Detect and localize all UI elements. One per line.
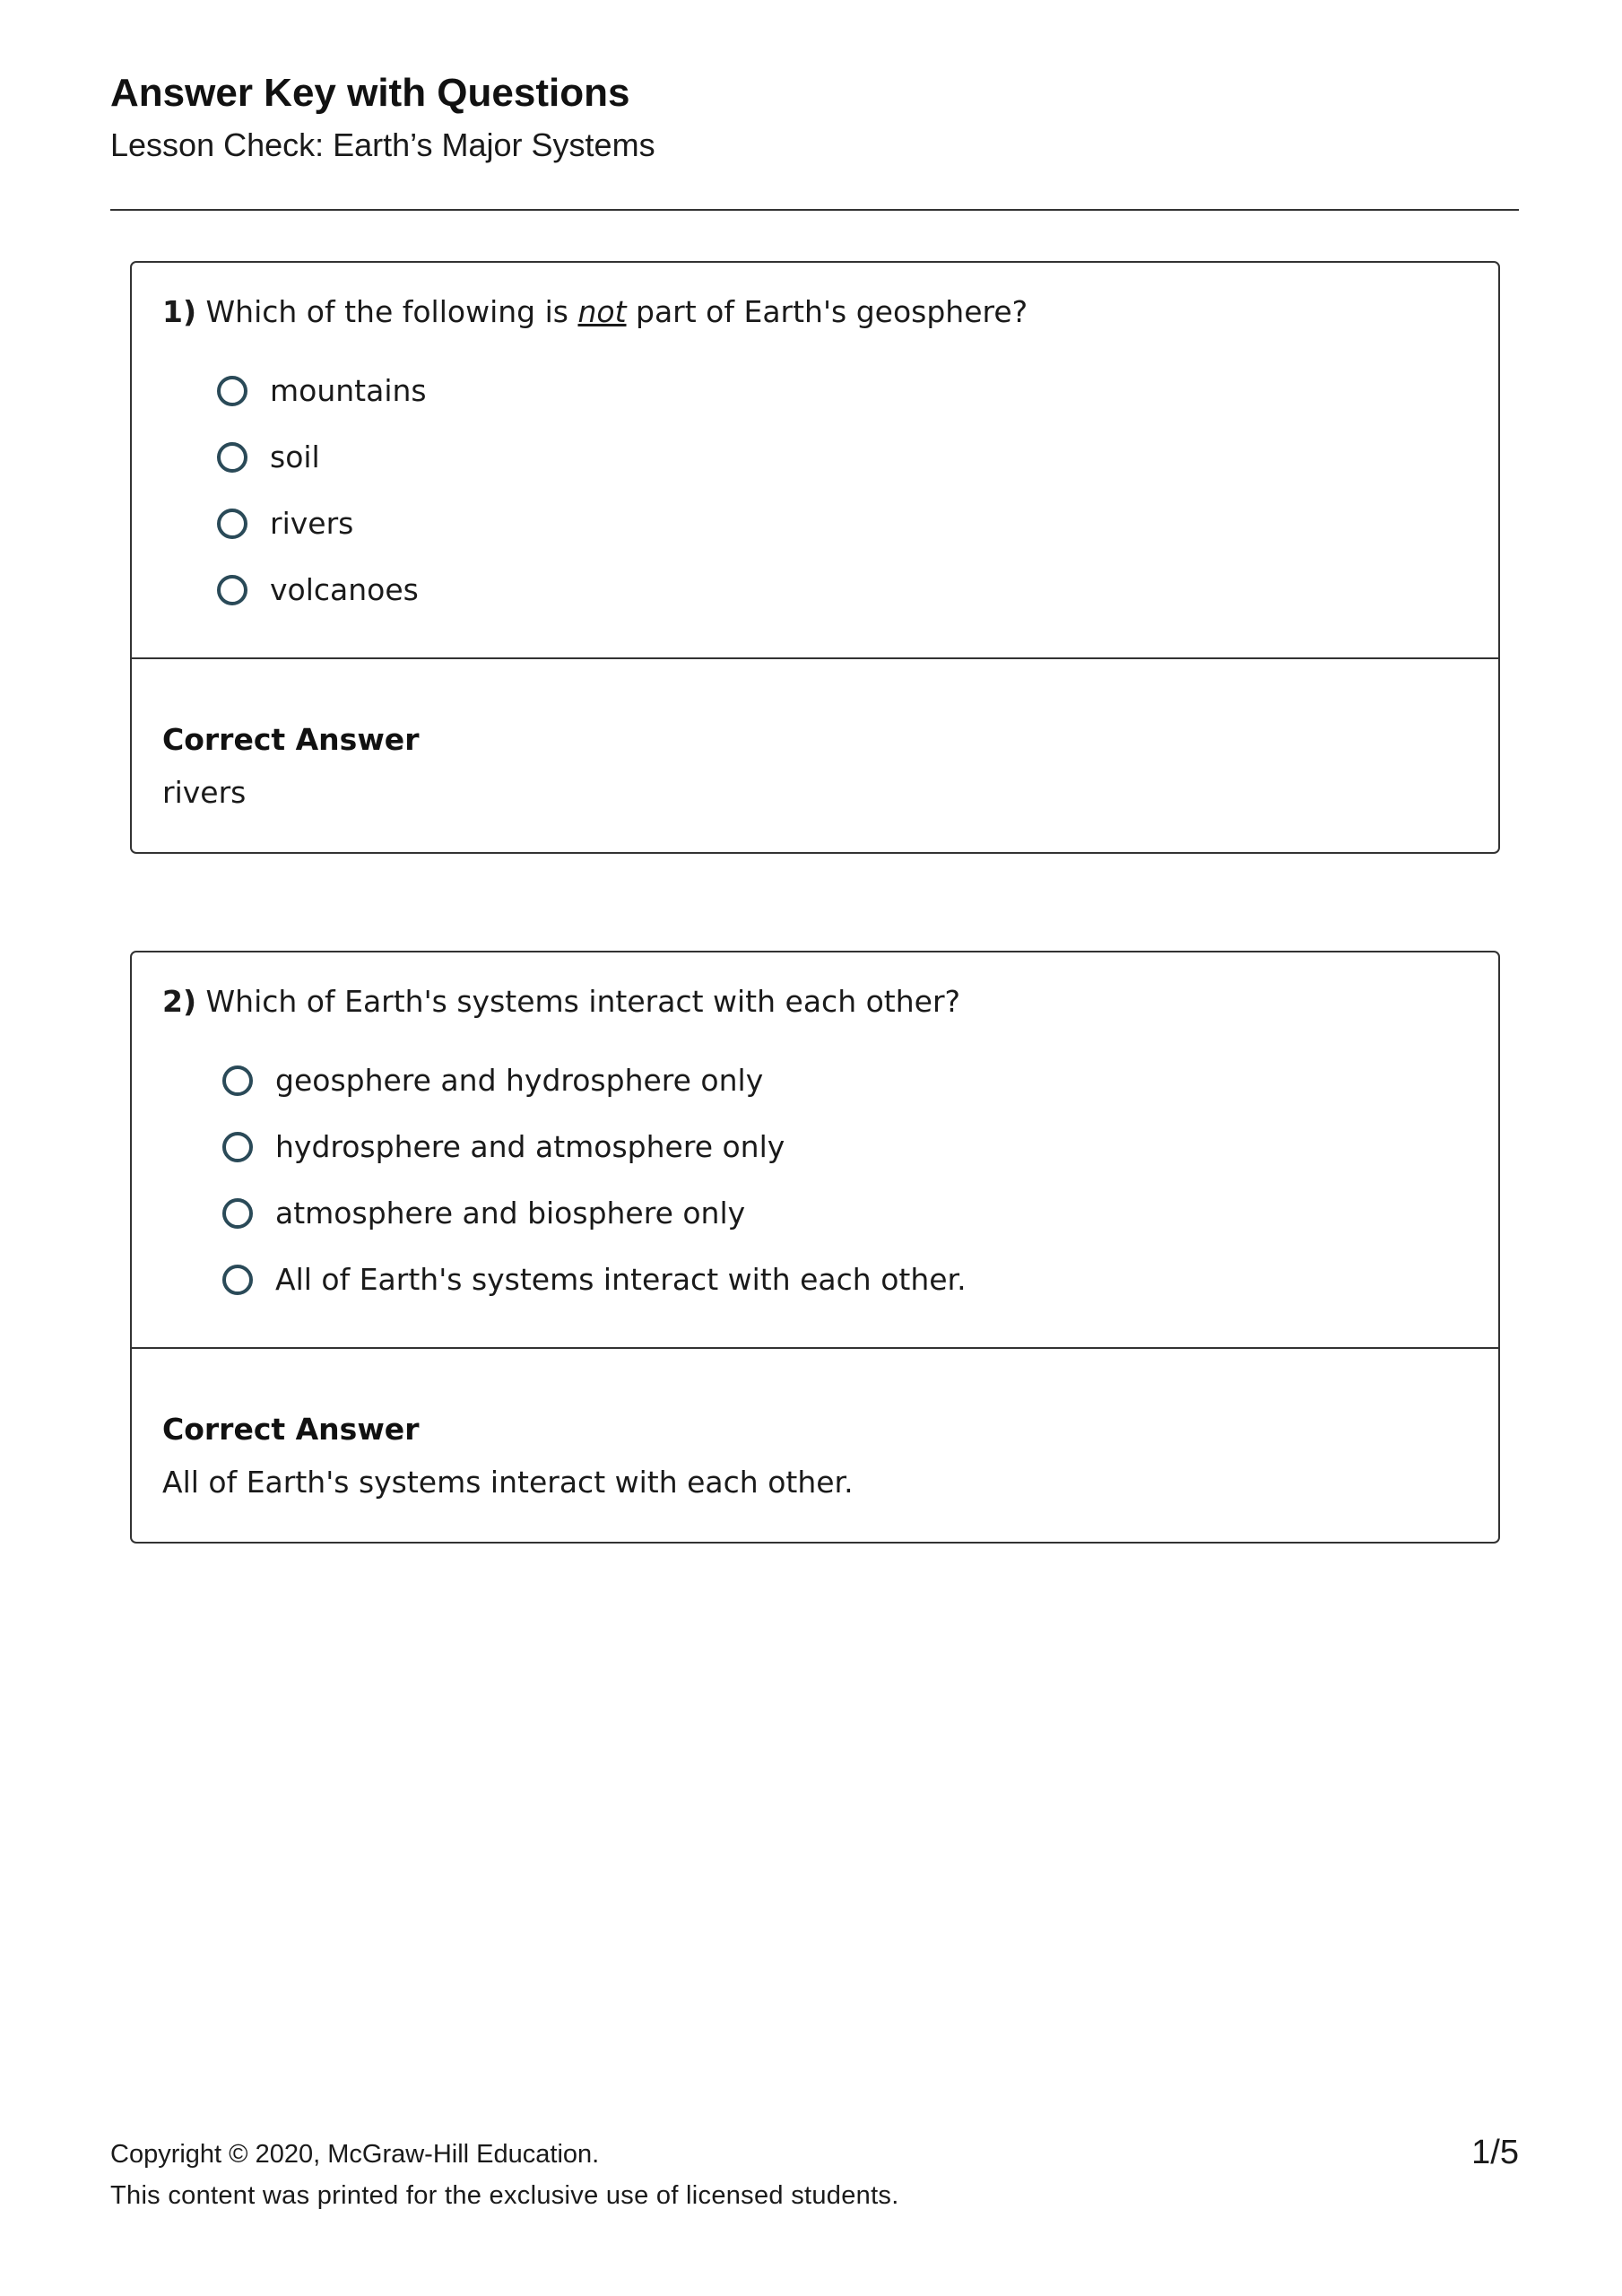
question-1-answer [132,659,1498,852]
radio-button-icon[interactable] [222,1265,253,1295]
document-header [110,68,1519,167]
correct-answer-value: All of Earth's systems interact with each other. [162,1465,854,1500]
correct-answer-label: Correct Answer [162,722,420,757]
option-label: volcanoes [270,572,419,607]
document-subtitle: Lesson Check: Earth’s Major Systems [110,126,655,163]
question-2-answer [132,1349,1498,1542]
option-label: rivers [270,506,354,541]
option-label: hydrosphere and atmosphere only [275,1129,785,1164]
footer-copyright: Copyright © 2020, McGraw-Hill Education. [110,2140,600,2169]
radio-button-icon[interactable] [222,1198,253,1229]
header-divider [110,209,1519,211]
question-2-body [132,952,1498,1349]
radio-button-icon[interactable] [222,1065,253,1096]
question-2-number: 2) [162,984,197,1019]
question-card-1 [130,261,1500,854]
answer-option[interactable] [217,491,427,557]
question-2-text-content: Which of Earth's systems interact with each other? [205,984,961,1019]
question-1-text [162,293,1028,331]
answer-option[interactable] [222,1180,967,1247]
radio-button-icon[interactable] [217,575,247,605]
question-2-text [162,983,960,1021]
document-footer [110,2134,1519,2212]
footer-notice: This content was printed for the exclusive use of licensed students. [110,2181,899,2210]
correct-answer-label: Correct Answer [162,1412,420,1447]
radio-button-icon[interactable] [217,376,247,406]
answer-option[interactable] [217,557,427,623]
correct-answer-value: rivers [162,775,247,810]
question-card-2 [130,951,1500,1544]
document-title: Answer Key with Questions [110,71,630,115]
radio-button-icon[interactable] [217,442,247,473]
answer-option[interactable] [217,424,427,491]
question-1-body [132,263,1498,659]
answer-option[interactable] [222,1247,967,1313]
question-1-options [217,358,427,623]
question-1-number: 1) [162,294,197,329]
option-label: soil [270,439,320,474]
option-label: atmosphere and biosphere only [275,1196,746,1231]
option-label: geosphere and hydrosphere only [275,1063,764,1098]
page-number: 1/5 [1471,2134,1519,2171]
question-1-text-after: part of Earth's geosphere? [636,294,1028,329]
answer-option[interactable] [222,1048,967,1114]
radio-button-icon[interactable] [217,509,247,539]
question-1-emphasis: not [577,294,627,329]
radio-button-icon[interactable] [222,1132,253,1162]
question-1-text-before: Which of the following is [205,294,568,329]
option-label: All of Earth's systems interact with each other. [275,1262,967,1297]
answer-option[interactable] [217,358,427,424]
option-label: mountains [270,373,427,408]
question-2-options [222,1048,967,1313]
answer-option[interactable] [222,1114,967,1180]
